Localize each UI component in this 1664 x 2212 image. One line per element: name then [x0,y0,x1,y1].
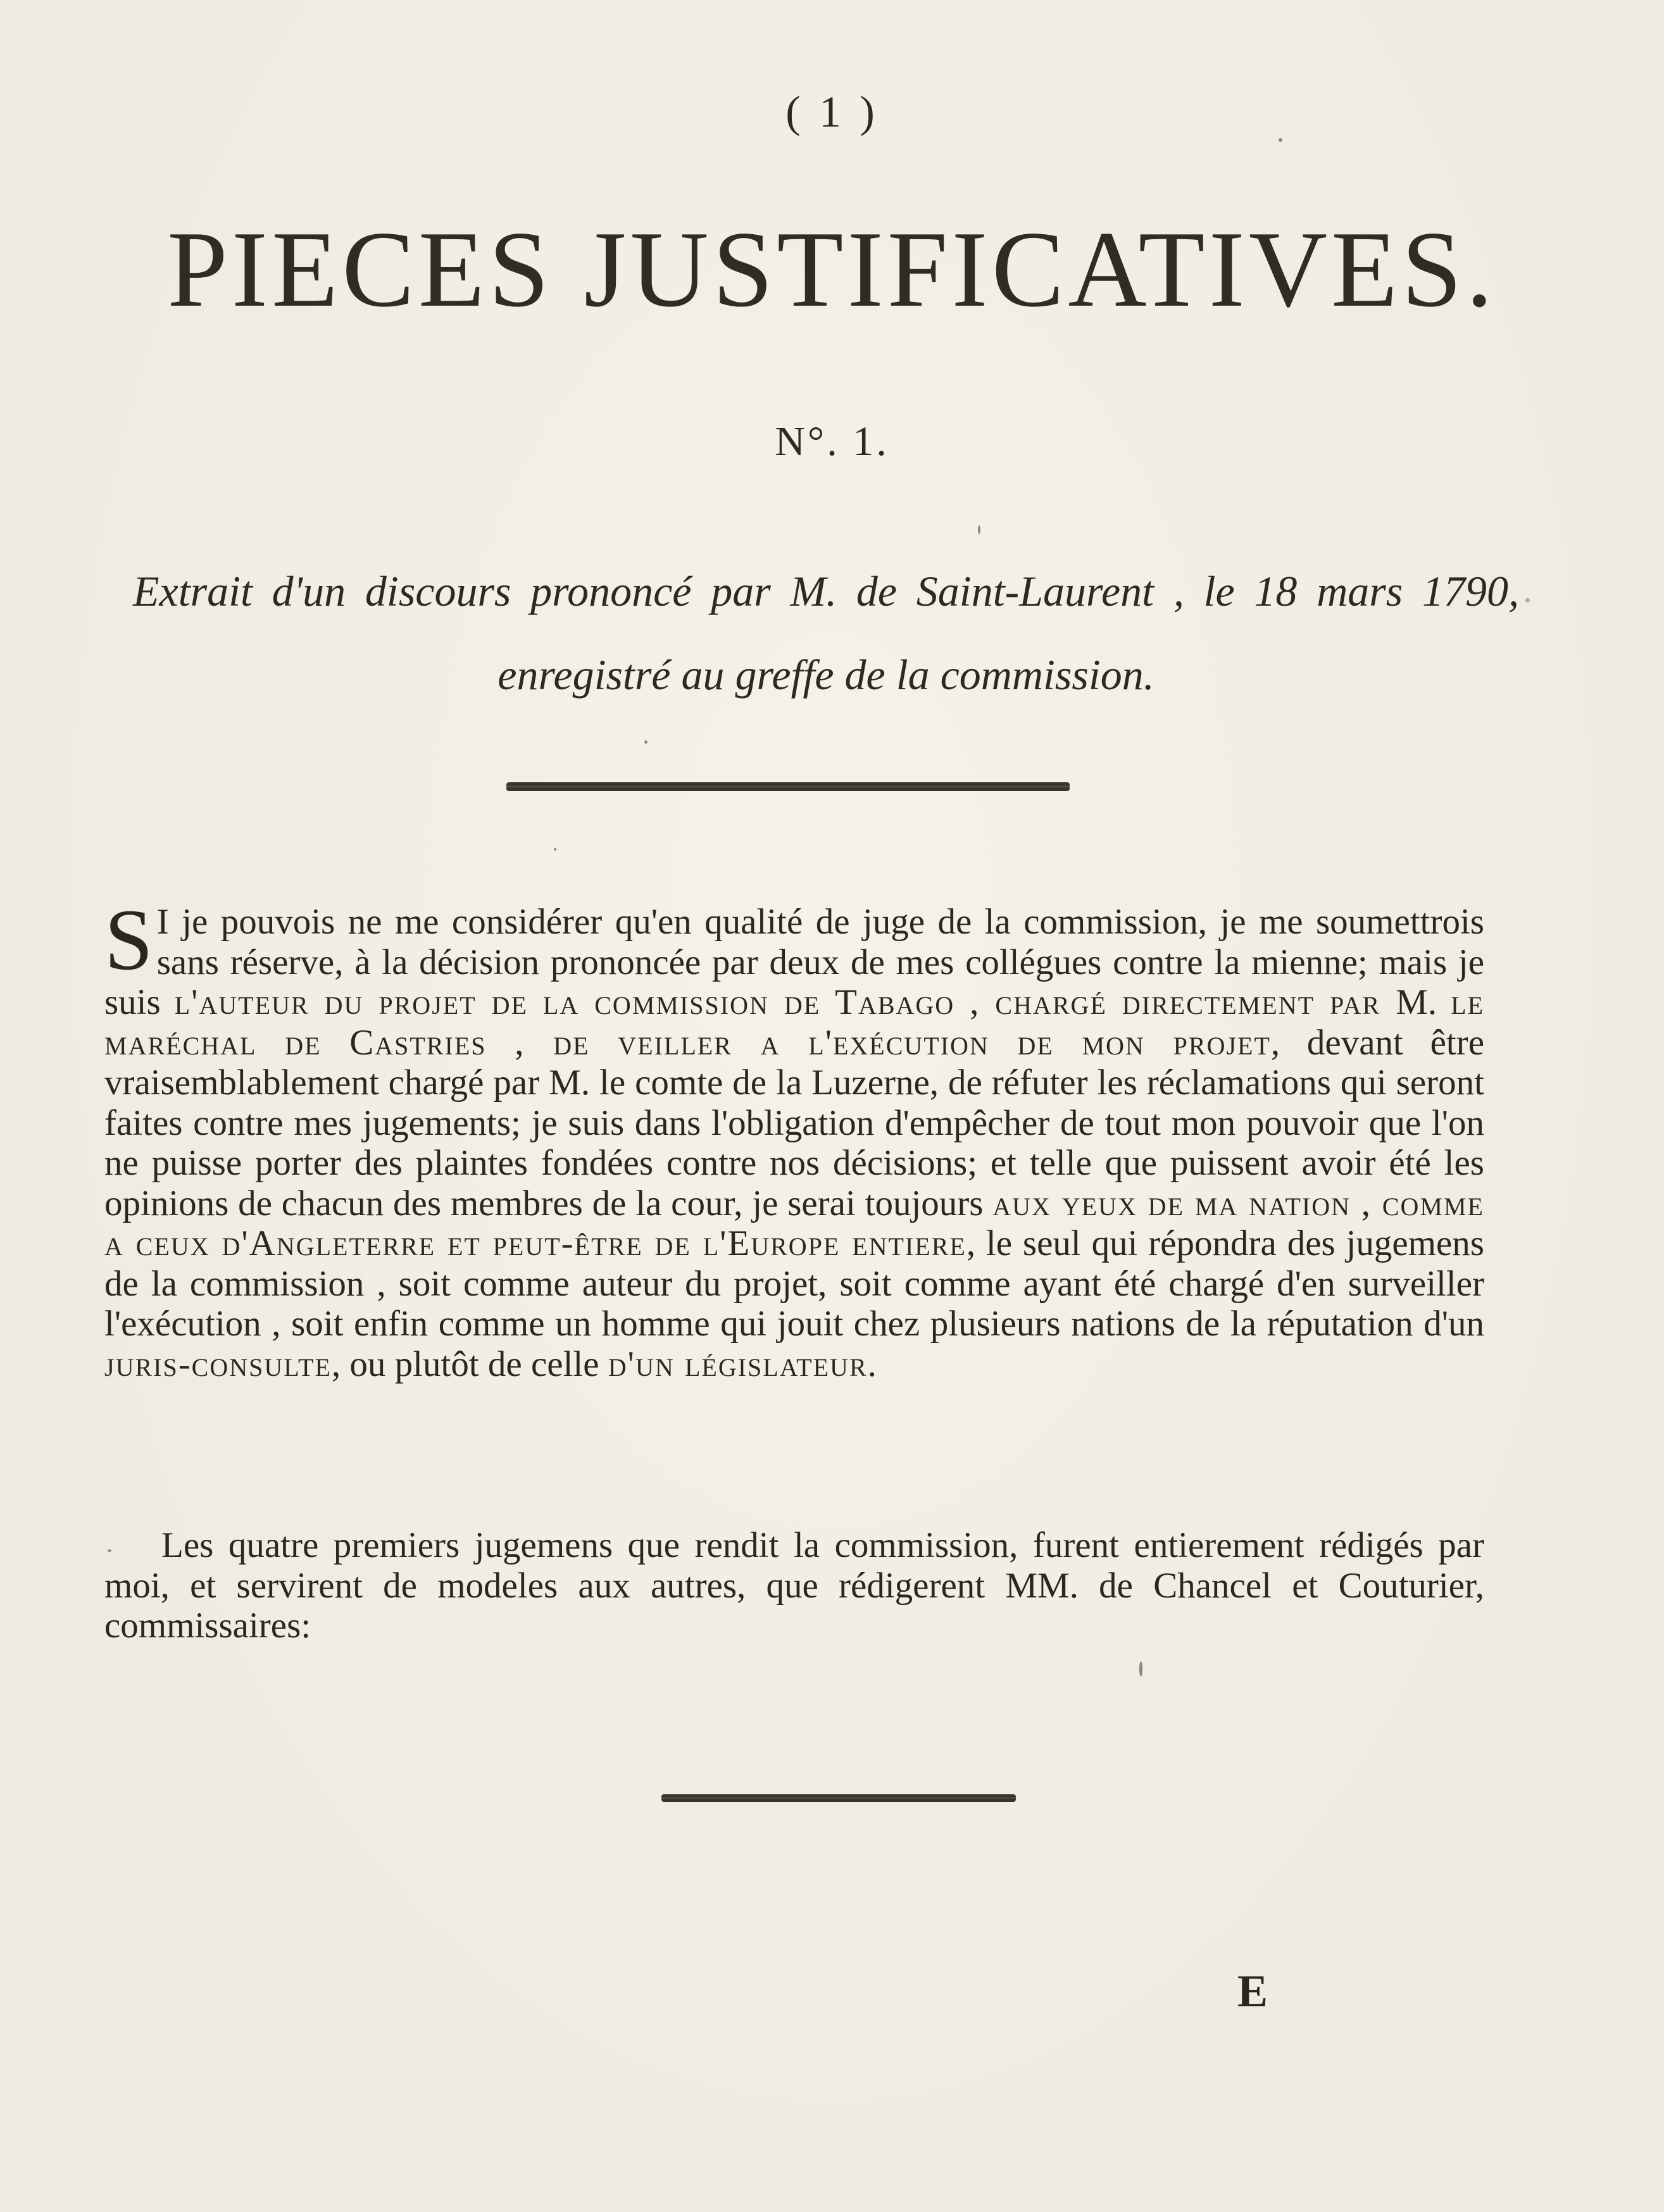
paragraph-1-seg: , le seul qui répondra des jugemens de la commission , soit comme auteur du projet, soit comme ayant été chargé d'en surveiller l'exécution , soit enfin comme un homme qui jouit chez plusieurs nations de la réputation d'un [104,1223,1484,1344]
paragraph-1-seg-smallcaps: juris-consulte [104,1344,332,1384]
paragraph-1-seg: I je pouvois ne me considérer qu'en qualité de juge de la commission, je me soumettrois sans réserve, à la décision prononcée par deux de mes collégues contre la mienne; mais je suis [104,902,1484,1022]
paper-speck [1139,1661,1142,1677]
ornamental-rule-bottom [661,1794,1016,1802]
paragraph-1-seg: , devant être vraisemblablement chargé par M. le comte de la Luzerne, de réfuter les réclamations qui seront faites contre mes jugements; je suis dans l'obligation d'empêcher de tout mon pouvoir que l'on ne puisse porter des plaintes fondées contre nos décisions; et telle que puissent avoir été les opinions de chacun des membres de la cour, je serai toujours [104,1022,1484,1223]
paragraph-1-seg-smallcaps: l'auteur du projet de la commission de Tabago , chargé directement par [174,982,1396,1022]
paper-speck [978,525,980,534]
paragraph-2: Les quatre premiers jugemens que rendit la commission, furent entierement rédigés par moi, et servirent de modeles aux autres, que rédigerent MM. de Chancel et Couturier, commissaires: [104,1525,1484,1646]
paper-speck [108,1549,111,1552]
ornamental-rule-top [506,782,1070,791]
paragraph-1-seg-smallcaps: le maréchal de Castries , de veiller a l'exécution de mon projet [104,982,1485,1063]
paragraph-1-seg-smallcaps: aux yeux de ma nation , comme a ceux d'Angleterre et peut-être de l'Europe entiere [104,1183,1484,1263]
document-number: N°. 1. [775,418,889,465]
paragraph-1-seg-smallcaps: d'un législateur [608,1344,868,1384]
drop-cap: S [104,891,153,988]
paragraph-1-seg: . [867,1344,877,1384]
extract-heading: Extrait d'un discours prononcé par M. de Saint-Laurent , le 18 mars 1790, enregistré au greffe de la commission. [133,567,1519,699]
page-title: PIECES JUSTIFICATIVES. [167,209,1497,330]
paragraph-1 [104,891,1485,1384]
paper-speck [1279,138,1282,142]
paper-speck [644,740,647,744]
paper-speck [554,848,556,851]
paragraph-1-seg: M. [1396,982,1451,1022]
signature-mark: E [1237,1966,1268,2016]
page-number: ( 1 ) [785,88,879,137]
paragraph-1-seg: , ou plutôt de celle [331,1344,608,1384]
paper-speck [1525,598,1530,603]
